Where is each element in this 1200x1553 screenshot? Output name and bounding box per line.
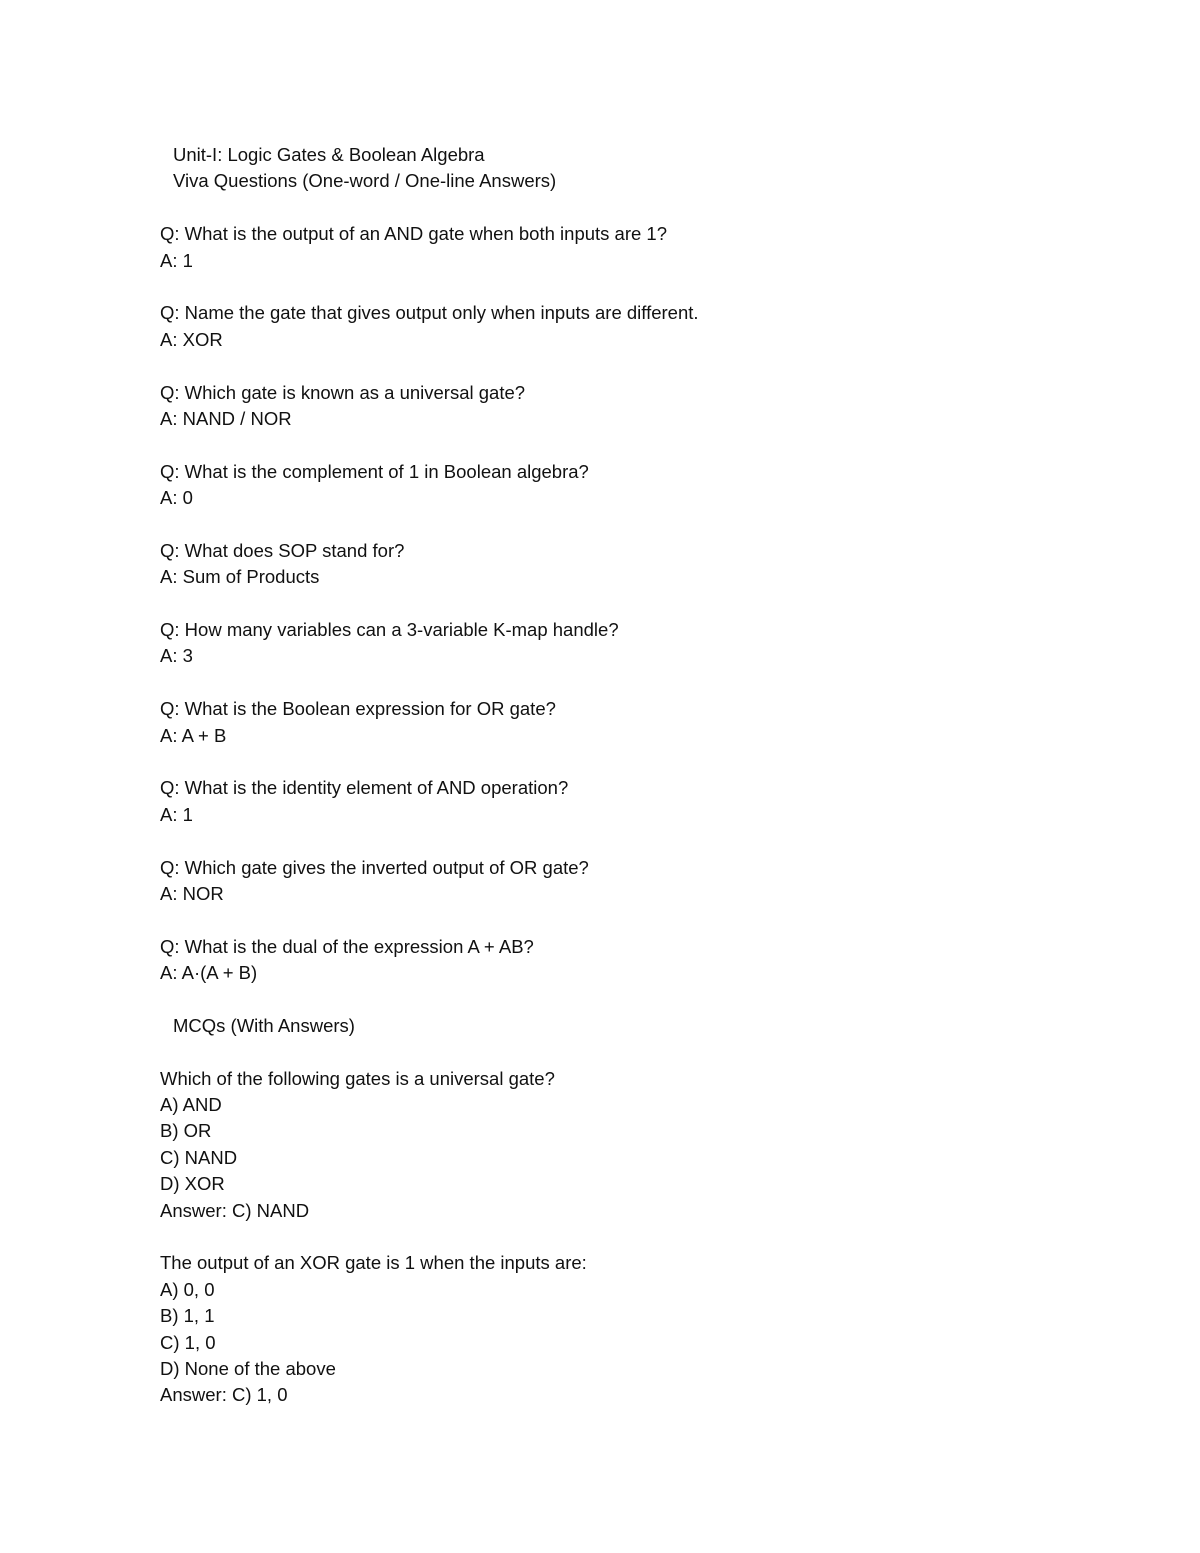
- mcq-option: C) NAND: [160, 1146, 238, 1168]
- viva-answer: A: A + B: [160, 724, 227, 746]
- mcq-question: Which of the following gates is a universal gate?: [160, 1067, 555, 1089]
- viva-item: [160, 300, 1060, 379]
- viva-question: Q: Name the gate that gives output only when inputs are different.: [160, 302, 699, 324]
- viva-answer: A: XOR: [160, 328, 223, 350]
- viva-answer: A: 0: [160, 487, 193, 509]
- viva-question: Q: What is the output of an AND gate when both inputs are 1?: [160, 223, 668, 245]
- viva-answer: A: 3: [160, 645, 193, 667]
- mcq-section-heading: MCQs (With Answers): [173, 1014, 355, 1036]
- viva-question: Q: How many variables can a 3-variable K-map handle?: [160, 619, 619, 641]
- mcq-answer: Answer: C) 1, 0: [160, 1384, 288, 1406]
- mcq-answer: Answer: C) NAND: [160, 1199, 310, 1221]
- mcq-item: [160, 1250, 1060, 1408]
- viva-item: [160, 617, 1060, 696]
- viva-question: Q: Which gate gives the inverted output of OR gate?: [160, 856, 589, 878]
- spacer: [160, 195, 1060, 221]
- document-title: Unit-I: Logic Gates & Boolean Algebra: [173, 144, 485, 165]
- viva-item: [160, 696, 1060, 775]
- mcq-option: A) AND: [160, 1094, 222, 1116]
- viva-question: Q: What is the identity element of AND operation?: [160, 777, 569, 799]
- viva-answer: A: Sum of Products: [160, 566, 320, 588]
- viva-item: [160, 221, 1060, 300]
- viva-question: Q: What is the Boolean expression for OR gate?: [160, 698, 556, 720]
- viva-answer: A: 1: [160, 249, 193, 271]
- viva-answer: A: 1: [160, 803, 193, 825]
- viva-answer: A: A·(A + B): [160, 962, 258, 984]
- viva-question: Q: What does SOP stand for?: [160, 539, 405, 561]
- viva-question: Q: Which gate is known as a universal gate?: [160, 381, 526, 403]
- viva-question: Q: What is the complement of 1 in Boolean algebra?: [160, 460, 589, 482]
- viva-item: [160, 538, 1060, 617]
- mcq-option: D) None of the above: [160, 1357, 336, 1379]
- mcq-option: A) 0, 0: [160, 1278, 215, 1300]
- viva-item: [160, 855, 1060, 934]
- document-body: [160, 142, 1060, 1409]
- mcq-item: [160, 1066, 1060, 1251]
- mcq-option: B) 1, 1: [160, 1305, 215, 1327]
- viva-item: [160, 775, 1060, 854]
- viva-question: Q: What is the dual of the expression A + AB?: [160, 935, 534, 957]
- viva-answer: A: NAND / NOR: [160, 407, 292, 429]
- mcq-option: B) OR: [160, 1120, 212, 1142]
- viva-section-heading: Viva Questions (One-word / One-line Answers): [173, 170, 557, 192]
- mcq-question: The output of an XOR gate is 1 when the inputs are:: [160, 1252, 587, 1274]
- viva-answer: A: NOR: [160, 882, 224, 904]
- mcq-option: D) XOR: [160, 1173, 225, 1195]
- viva-item: [160, 459, 1060, 538]
- viva-item: [160, 380, 1060, 459]
- viva-item: [160, 934, 1060, 1013]
- mcq-option: C) 1, 0: [160, 1331, 216, 1353]
